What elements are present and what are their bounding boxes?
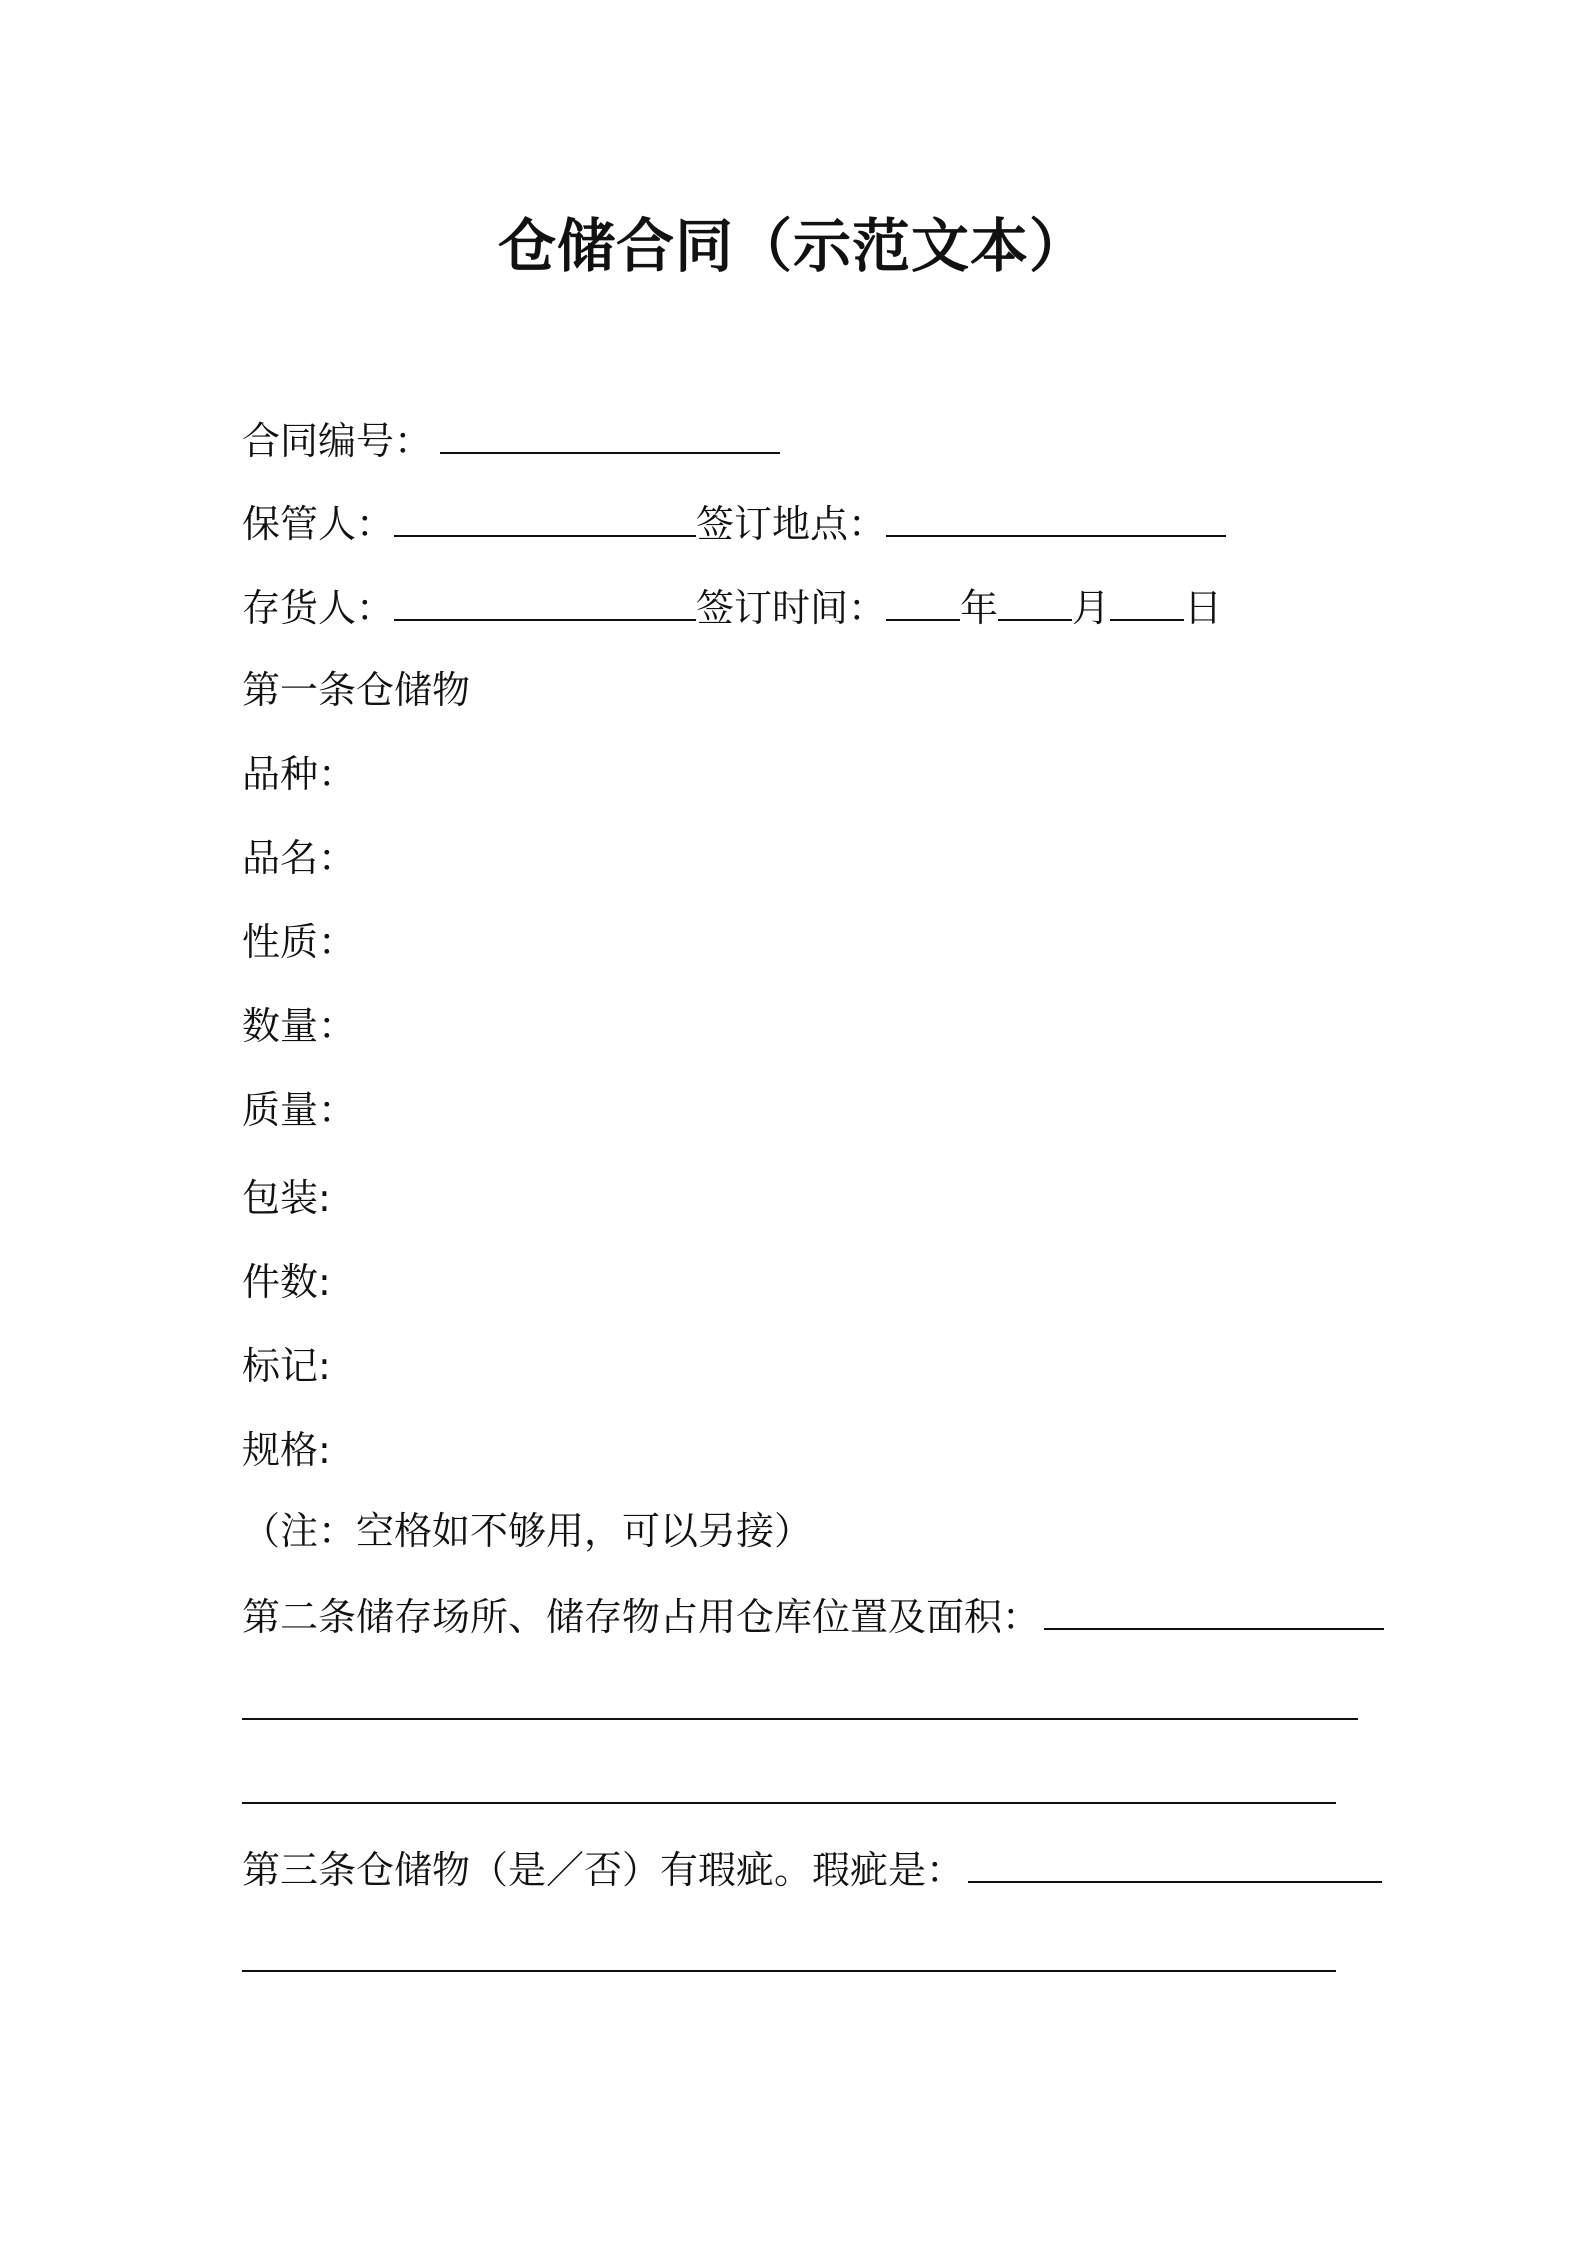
article-2-rule-2[interactable] [242, 1802, 1336, 1804]
sign-time-label: 签订时间： [696, 586, 887, 630]
article-3-heading: 第三条仓储物（是／否）有瑕疵。瑕疵是： [242, 1848, 965, 1892]
article-2-rule-1[interactable] [242, 1718, 1358, 1720]
note: （注：空格如不够用，可以另接） [242, 1509, 813, 1553]
item-marking: 标记: [242, 1344, 331, 1388]
year-label: 年 [960, 586, 999, 630]
item-quality: 质量： [242, 1088, 357, 1132]
article-2-row [242, 1590, 1384, 1640]
depositor-row [242, 581, 1222, 631]
contract-number-row [242, 414, 780, 464]
contract-number-label: 合同编号： [242, 419, 433, 463]
year-blank[interactable] [886, 581, 960, 621]
depositor-label: 存货人： [242, 586, 395, 630]
article-2-blank[interactable] [1044, 1590, 1384, 1630]
article-3-rule-1[interactable] [242, 1970, 1336, 1972]
article-3-row [242, 1843, 1382, 1893]
keeper-label: 保管人： [242, 502, 395, 546]
item-packaging: 包装: [242, 1176, 331, 1220]
item-specification: 规格: [242, 1428, 331, 1472]
item-nature: 性质： [242, 920, 357, 964]
item-quantity: 数量： [242, 1004, 357, 1048]
day-label: 日 [1184, 586, 1223, 630]
article-3-blank[interactable] [968, 1843, 1382, 1883]
article-2-heading: 第二条储存场所、储存物占用仓库位置及面积： [242, 1595, 1041, 1639]
month-label: 月 [1072, 586, 1111, 630]
keeper-blank[interactable] [394, 497, 696, 537]
article-1-heading: 第一条仓储物 [242, 668, 471, 712]
day-blank[interactable] [1110, 581, 1184, 621]
item-variety: 品种： [242, 752, 357, 796]
contract-number-blank[interactable] [440, 414, 780, 454]
month-blank[interactable] [998, 581, 1072, 621]
document-title: 仓储合同（示范文本） [497, 212, 1088, 280]
sign-place-label: 签订地点： [696, 502, 887, 546]
item-name: 品名： [242, 836, 357, 880]
keeper-row [242, 497, 1226, 547]
depositor-blank[interactable] [394, 581, 696, 621]
item-pieces: 件数: [242, 1260, 331, 1304]
sign-place-blank[interactable] [886, 497, 1226, 537]
